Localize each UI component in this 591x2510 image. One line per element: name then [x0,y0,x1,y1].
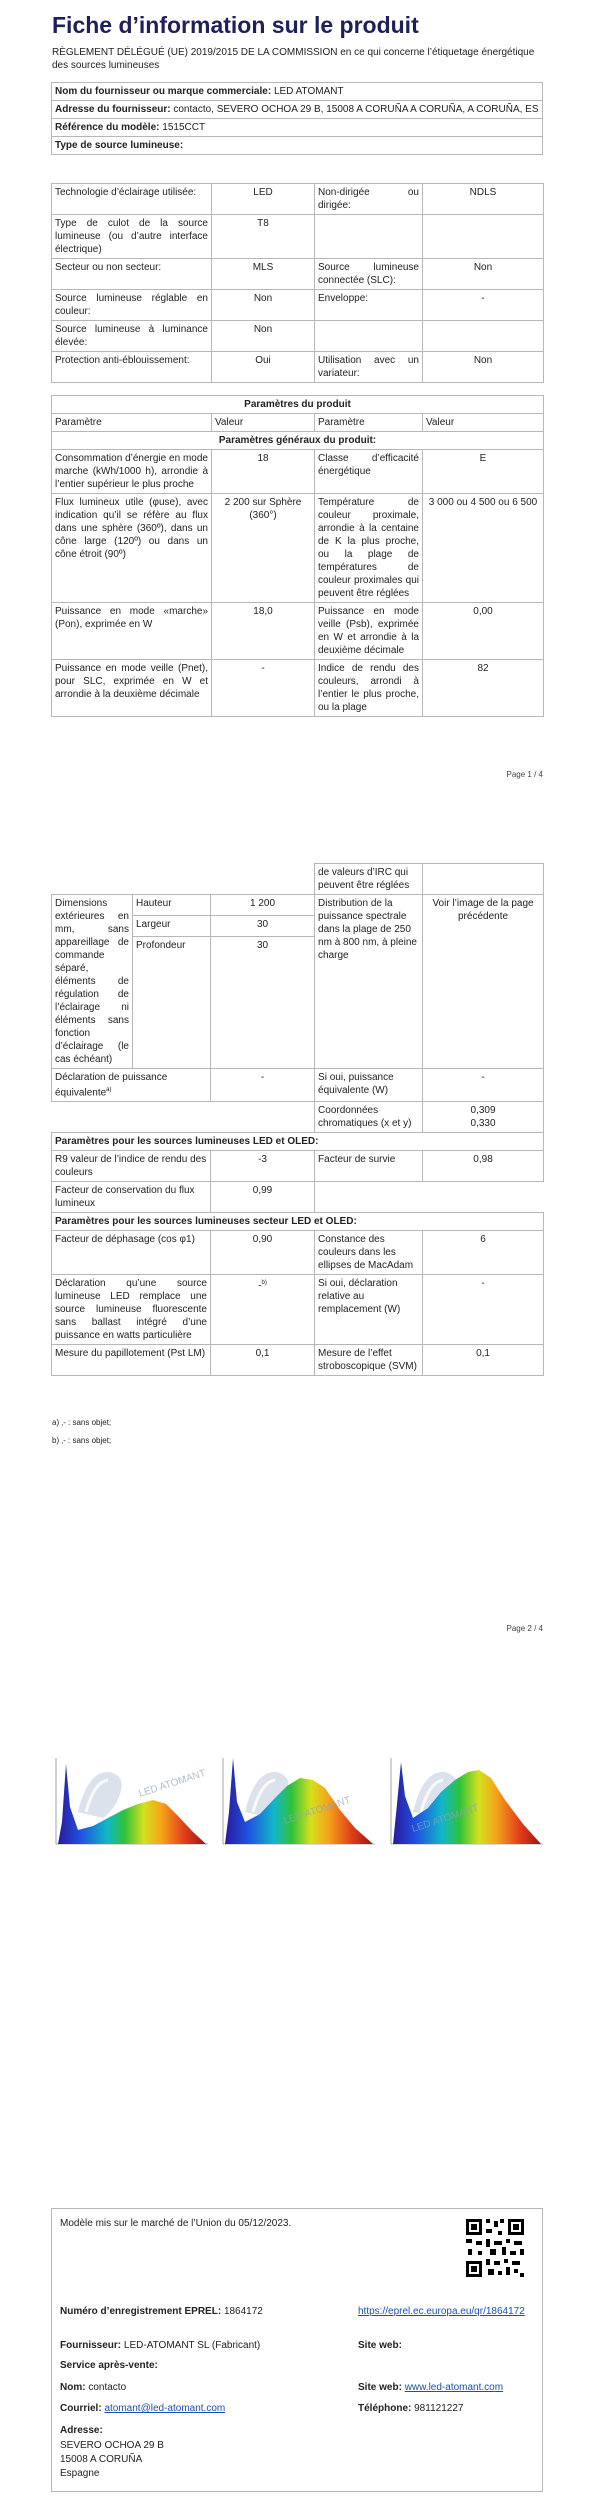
params-header: Paramètres du produit [52,396,544,414]
param-value: - [423,290,544,321]
param-value [423,215,544,259]
footnote-a: a) ‚- : sans objet; [52,1418,112,1427]
param-label [315,321,423,352]
service-email: Courriel: atomant@led-atomant.com [60,2403,226,2414]
general-row [52,494,544,603]
replace-label: Déclaration qu’une source lumineuse LED remplace une source lumineuse fluorescente sans ballast intégré d’une puissance en watts particulière [52,1275,211,1345]
lumen-value: 0,99 [211,1182,315,1213]
params-table [51,395,544,717]
param-label [315,215,423,259]
service-label: Service après-vente: [60,2360,158,2371]
param-value: MLS [212,259,315,290]
equiv2-label: Si oui, puissance équivalente (W) [315,1069,423,1102]
param-label: Protection anti-éblouissement: [52,352,212,383]
survival-label: Facteur de survie [315,1151,423,1182]
type-row [52,290,544,321]
strobo-value: 0,1 [423,1345,544,1376]
cos-label: Facteur de déphasage (cos φ1) [52,1231,211,1275]
param-label: Flux lumineux utile (φuse), avec indication qu’il se réfère au flux dans une sphère (360º), dans un cône large (120º) ou dans un cône étroit (90º) [52,494,212,603]
type-row [52,321,544,352]
dim-value: 30 [211,937,315,1069]
survival-value: 0,98 [423,1151,544,1182]
market-date: Modèle mis sur le marché de l’Union du 05/12/2023. [60,2218,292,2229]
email-link[interactable]: atomant@led-atomant.com [104,2403,226,2414]
cos-value: 0,90 [211,1231,315,1275]
replace-value: -$^{b)}$ [211,1275,315,1345]
col-header-param: Paramètre [315,414,423,432]
flicker-label: Mesure du papillotement (Pst LM) [52,1345,211,1376]
address-line: 15008 A CORUÑA [60,2454,143,2465]
param-value: 3 000 ou 4 500 ou 6 500 [423,494,544,603]
param-value: 2 200 sur Sphère (360°) [212,494,315,603]
param-value: 0,00 [423,603,544,660]
eprel-info-box [51,2208,543,2492]
spectral-label: Distribution de la puissance spectrale dans la plage de 250 nm à 800 nm, à pleine charge [315,895,423,1069]
general-header: Paramètres généraux du produit: [52,432,544,450]
col-header-value: Valeur [212,414,315,432]
dim-name: Largeur [133,916,211,937]
param-value: LED [212,184,315,215]
eprel-link[interactable]: https://eprel.ec.europa.eu/qr/1864172 [358,2306,525,2317]
macadam-label: Constance des couleurs dans les ellipses de MacAdam [315,1231,423,1275]
equiv2-value: - [423,1069,544,1102]
macadam-value: 6 [423,1231,544,1275]
r9-value: -3 [211,1151,315,1182]
param-label: Puissance en mode veille (Psb), exprimée en W et arrondie à la deuxième décimale [315,603,423,660]
param-label: Source lumineuse réglable en couleur: [52,290,212,321]
param-label: Puissance en mode veille (Pnet), pour SLC, exprimée en W et arrondie à la deuxième décimale [52,660,212,717]
param-label: Type de culot de la source lumineuse (ou d’autre interface électrique) [52,215,212,259]
address-line: SEVERO OCHOA 29 B [60,2440,164,2451]
footnote-b: b) ‚- : sans objet; [52,1436,112,1445]
param-label: Non-dirigée ou dirigée: [315,184,423,215]
page-number: Page 1 / 4 [506,770,543,779]
type-header: Type de source lumineuse: [52,137,543,155]
led-header: Paramètres pour les sources lumineuses LED et OLED: [52,1133,544,1151]
param-label: Utilisation avec un variateur: [315,352,423,383]
eprel-website-label: Site web: [358,2340,402,2351]
type-row [52,215,544,259]
param-label: Consommation d’énergie en mode marche (kWh/1000 h), arrondie à l’entier supérieur le plus proche [52,450,212,494]
flicker-value: 0,1 [211,1345,315,1376]
param-label: Source lumineuse à luminance élevée: [52,321,212,352]
param-value: Oui [212,352,315,383]
param-label: Puissance en mode «marche» (Pon), exprimée en W [52,603,212,660]
supplier-name-cell: Nom du fournisseur ou marque commerciale: LED ATOMANT [52,83,543,101]
param-label: Source lumineuse connectée (SLC): [315,259,423,290]
param-value: NDLS [423,184,544,215]
eprel-reg: Numéro d’enregistrement EPREL: 1864172 [60,2306,263,2317]
param-label: Secteur ou non secteur: [52,259,212,290]
supplier-address-cell: Adresse du fournisseur: contacto, SEVERO OCHOA 29 B, 15008 A CORUÑA A CORUÑA, A CORUÑA, ES [52,101,543,119]
param-label: Indice de rendu des couleurs, arrondi à l’entier le plus proche, ou la plage [315,660,423,717]
general-row [52,603,544,660]
page-number: Page 2 / 4 [506,1624,543,1633]
equiv-label: Déclaration de puissance équivalente$^{a)}$ [52,1069,211,1102]
type-row [52,352,544,383]
r9-label: R9 valeur de l’indice de rendu des couleurs [52,1151,211,1182]
eprel-supplier: Fournisseur: LED-ATOMANT SL (Fabricant) [60,2340,261,2351]
param-value: Non [212,321,315,352]
param-label: Enveloppe: [315,290,423,321]
col-header-value: Valeur [423,414,544,432]
param-value: 18,0 [212,603,315,660]
type-table [51,183,544,383]
param-label: Température de couleur proximale, arrondie à la centaine de K la plus proche, ou la plage de températures de couleur proximales qui peuvent être réglées [315,494,423,603]
type-row [52,259,544,290]
param-value: E [423,450,544,494]
param-value: - [212,660,315,717]
param-value: Non [423,352,544,383]
dim-name: Hauteur [133,895,211,916]
replace2-label: Si oui, déclaration relative au remplacement (W) [315,1275,423,1345]
params-table-continued [51,863,544,1376]
address-line: Espagne [60,2468,100,2479]
spectral-value: Voir l’image de la page précédente [423,895,544,1069]
service-website: Site web: www.led-atomant.com [358,2382,504,2393]
param-value: Non [423,259,544,290]
strobo-label: Mesure de l’effet stroboscopique (SVM) [315,1345,423,1376]
type-row [52,184,544,215]
spectrum-image-3000k [48,1752,213,1852]
supplier-table [51,82,543,155]
param-value: T8 [212,215,315,259]
param-value: 18 [212,450,315,494]
service-name: Nom: contacto [60,2382,127,2393]
dims-label: Dimensions extérieures en mm, sans appareillage de commande séparé, éléments de régulation de l’éclairage ni éléments sans fonction d’éclairage (le cas échéant) [52,895,133,1069]
param-value: 82 [423,660,544,717]
replace2-value: - [423,1275,544,1345]
regulation-text: RÈGLEMENT DÉLÉGUÉ (UE) 2019/2015 DE LA COMMISSION en ce qui concerne l’étiquetage énergétique des sources lumineuses [52,47,535,71]
mains-header: Paramètres pour les sources lumineuses secteur LED et OLED: [52,1213,544,1231]
general-row [52,450,544,494]
spectrum-image-6500k [383,1752,548,1852]
dim-value: 30 [211,916,315,937]
lumen-label: Facteur de conservation du flux lumineux [52,1182,211,1213]
website-link[interactable]: www.led-atomant.com [404,2382,504,2393]
param-label: Technologie d’éclairage utilisée: [52,184,212,215]
service-phone: Téléphone: 981121227 [358,2403,464,2414]
address-label: Adresse: [60,2425,103,2436]
dim-name: Profondeur [133,937,211,1069]
general-row [52,660,544,717]
spectrum-image-4500k [215,1752,380,1852]
param-value: Non [212,290,315,321]
coords-label: Coordonnées chromatiques (x et y) [315,1102,423,1133]
col-header-param: Paramètre [52,414,212,432]
dim-value: 1 200 [211,895,315,916]
equiv-value: - [211,1069,315,1102]
page-title: Fiche d’information sur le produit [52,12,419,38]
qr-code-icon [464,2217,526,2279]
param-value [423,321,544,352]
param-label: Classe d’efficacité énergétique [315,450,423,494]
coords-value: 0,309 0,330 [423,1102,544,1133]
model-ref-cell: Référence du modèle: 1515CCT [52,119,543,137]
cri-continued: de valeurs d’IRC qui peuvent être réglées [315,864,423,895]
